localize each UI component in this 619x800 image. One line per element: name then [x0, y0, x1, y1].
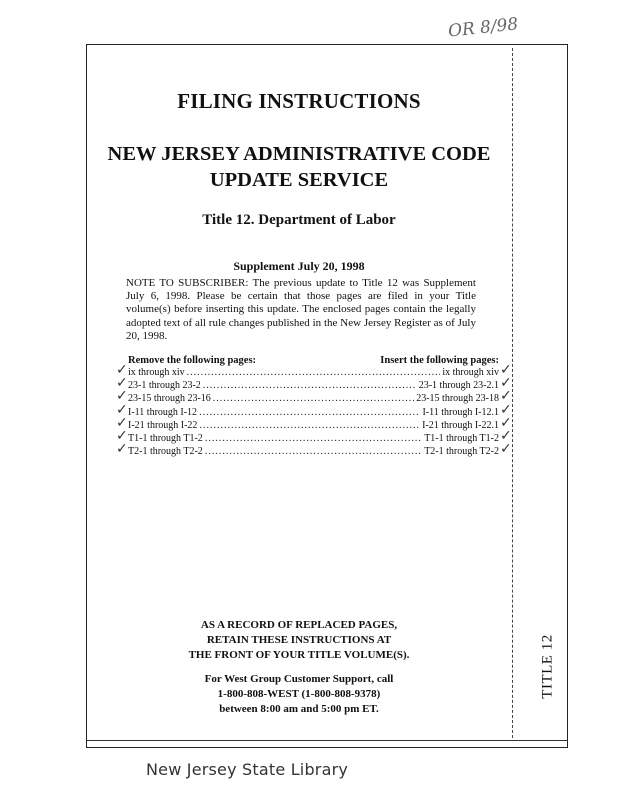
remove-pages: ix through xiv: [128, 367, 185, 378]
list-item: [128, 393, 499, 407]
insert-pages: T1-1 through T1-2: [424, 433, 499, 444]
record-line-2: RETAIN THESE INSTRUCTIONS AT: [206, 634, 392, 646]
leader-dots: [203, 380, 417, 391]
handwritten-mark: OR 8/98: [447, 14, 520, 42]
leader-dots: [187, 367, 441, 378]
insert-pages: T2-1 through T2-2: [424, 446, 499, 458]
leader-dots: [213, 393, 414, 404]
remove-pages: T1-1 through T1-2: [128, 433, 203, 444]
insert-pages: 23-15 through 23-18: [416, 393, 499, 405]
remove-pages: 23-1 through 23-2: [128, 380, 201, 392]
list-item: [128, 433, 499, 447]
check-mark-icon: ✓: [116, 428, 128, 444]
check-mark-icon: ✓: [116, 362, 128, 378]
remove-pages: I-21 through I-22: [128, 419, 198, 431]
title-line: Title 12. Department of Labor: [202, 212, 396, 228]
library-stamp: New Jersey State Library: [146, 760, 349, 779]
check-mark-icon: ✓: [116, 388, 128, 405]
insert-pages: I-11 through I-12.1: [422, 406, 499, 418]
check-mark-icon: ✓: [116, 401, 128, 418]
support-notice: [86, 672, 512, 717]
tab-divider: [512, 48, 513, 738]
list-item: [128, 446, 499, 460]
remove-pages: I-11 through I-12: [128, 406, 198, 418]
list-item: [128, 380, 499, 394]
check-mark-icon: ✓: [500, 362, 512, 378]
supplement-date: Supplement July 20, 1998: [233, 259, 365, 273]
title-tab-label: TITLE 12: [539, 634, 556, 699]
bottom-rule: [86, 740, 568, 741]
check-mark-icon: ✓: [500, 428, 512, 444]
code-title-line1: NEW JERSEY ADMINISTRATIVE CODE: [107, 143, 491, 165]
check-mark-icon: ✓: [116, 375, 128, 392]
check-mark-icon: ✓: [500, 388, 512, 405]
code-title-line2: UPDATE SERVICE: [209, 169, 389, 191]
filing-instructions-heading: FILING INSTRUCTIONS: [177, 89, 421, 113]
check-mark-icon: ✓: [116, 414, 128, 431]
check-mark-icon: ✓: [500, 441, 512, 458]
leader-dots: [199, 407, 420, 418]
leader-dots: [199, 420, 420, 431]
subscriber-note: NOTE TO SUBSCRIBER: The previous update to Title 12 was Supplement July 6, 1998. Please be certain that those pages are filed in your Title volume(s) before inserting this update. The enclosed pages contain the legally adopted text of all rule changes published in the New Jersey Register as of July 20, 1998.: [126, 277, 476, 342]
list-item: [128, 407, 499, 421]
check-mark-icon: ✓: [500, 401, 512, 418]
insert-pages: ix through xiv: [442, 367, 499, 378]
insert-header: Insert the following pages:: [380, 355, 499, 366]
code-title: [86, 141, 512, 193]
record-line-3: THE FRONT OF YOUR TITLE VOLUME(S).: [188, 649, 410, 661]
remove-pages: 23-15 through 23-16: [128, 393, 211, 405]
list-item: [128, 420, 499, 434]
check-mark-icon: ✓: [116, 441, 128, 458]
check-mark-icon: ✓: [500, 414, 512, 431]
insert-pages: 23-1 through 23-2.1: [418, 380, 499, 392]
leader-dots: [205, 433, 422, 444]
leader-dots: [205, 446, 422, 457]
support-line-1: For West Group Customer Support, call: [204, 673, 394, 685]
remove-header: Remove the following pages:: [128, 355, 257, 366]
list-item: [128, 367, 499, 381]
remove-pages: T2-1 through T2-2: [128, 446, 203, 458]
support-line-2: 1-800-808-WEST (1-800-808-9378): [217, 688, 381, 700]
insert-pages: I-21 through I-22.1: [422, 419, 499, 431]
check-mark-icon: ✓: [500, 375, 512, 392]
record-notice: [86, 618, 512, 663]
record-line-1: AS A RECORD OF REPLACED PAGES,: [200, 619, 398, 631]
support-line-3: between 8:00 am and 5:00 pm ET.: [219, 703, 379, 715]
